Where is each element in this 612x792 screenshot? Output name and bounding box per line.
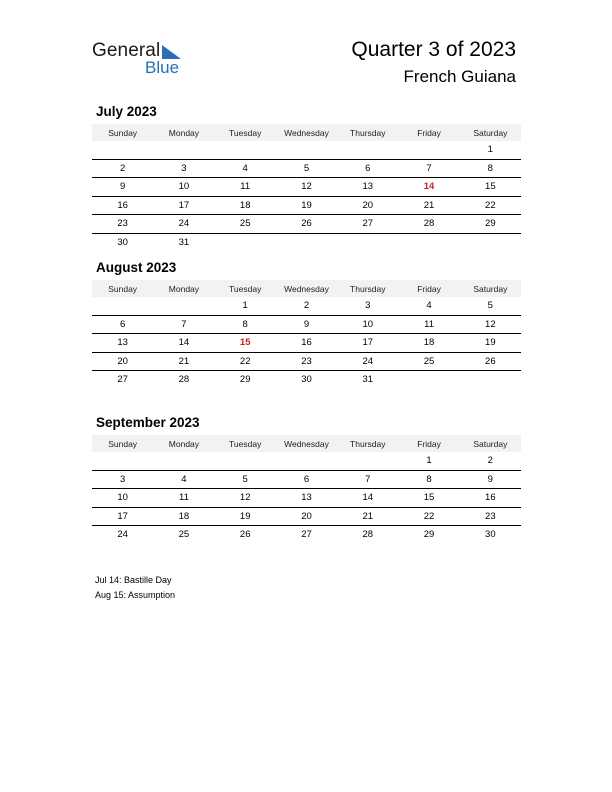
day-cell: 26: [485, 355, 496, 367]
day-cell: 28: [423, 218, 435, 230]
week-row: [92, 452, 521, 471]
holiday-note: Jul 14: Bastille Day: [95, 575, 172, 585]
day-cell: 21: [423, 199, 435, 211]
day-cell: 8: [426, 473, 432, 485]
week-row: [92, 197, 521, 216]
logo: [92, 38, 202, 80]
weekday-header-row: [92, 280, 521, 297]
weekday-label: Tuesday: [229, 283, 262, 294]
day-cell: 14: [362, 492, 374, 504]
day-cell: 13: [362, 181, 374, 193]
day-cell: 24: [178, 218, 190, 230]
day-cell: 10: [178, 181, 190, 193]
day-cell: 2: [487, 455, 493, 467]
holiday-date: 15: [239, 337, 251, 349]
day-cell: 1: [487, 144, 493, 156]
day-cell: 15: [485, 181, 496, 193]
day-cell: 12: [485, 318, 496, 330]
weekday-label: Tuesday: [229, 127, 262, 138]
weekday-label: Monday: [168, 438, 200, 449]
weekday-header-row: [92, 435, 521, 452]
day-cell: 14: [178, 337, 190, 349]
weekday-label: Saturday: [473, 438, 508, 449]
day-cell: 7: [365, 473, 371, 485]
weekday-label: Sunday: [108, 283, 138, 294]
day-cell: 10: [117, 492, 128, 504]
week-row: [92, 160, 521, 179]
day-cell: 18: [423, 337, 435, 349]
day-cell: 19: [239, 510, 251, 522]
holiday-date: 14: [423, 181, 435, 193]
weekday-label: Friday: [417, 283, 441, 294]
day-cell: 16: [301, 337, 312, 349]
day-cell: 5: [242, 473, 248, 485]
day-cell: 10: [362, 318, 374, 330]
weekday-label: Thursday: [350, 438, 386, 449]
day-cell: 4: [181, 473, 187, 485]
day-cell: 7: [181, 318, 187, 330]
week-row: [92, 297, 521, 316]
day-cell: 8: [487, 162, 493, 174]
day-cell: 4: [242, 162, 248, 174]
day-cell: 27: [117, 374, 128, 386]
day-cell: 20: [117, 355, 128, 367]
day-cell: 6: [119, 318, 126, 330]
logo-general-text: General: [92, 40, 161, 61]
weekday-label: Sunday: [108, 127, 138, 138]
day-cell: 15: [423, 492, 435, 504]
day-cell: 23: [485, 510, 496, 522]
day-cell: 28: [362, 529, 374, 541]
weekday-label: Thursday: [350, 127, 386, 138]
day-cell: 29: [485, 218, 496, 230]
day-cell: 19: [485, 337, 496, 349]
weekday-label: Sunday: [108, 438, 138, 449]
month-title: September 2023: [96, 415, 200, 430]
weekday-label: Thursday: [350, 283, 386, 294]
weekday-label: Friday: [417, 438, 441, 449]
day-cell: 25: [178, 529, 190, 541]
day-cell: 30: [485, 529, 496, 541]
week-row: [92, 316, 521, 335]
day-cell: 7: [426, 162, 432, 174]
week-row: [92, 353, 521, 372]
day-cell: 3: [365, 300, 371, 312]
day-cell: 24: [117, 529, 128, 541]
week-row: [92, 471, 521, 490]
day-cell: 30: [301, 374, 312, 386]
day-cell: 18: [239, 199, 251, 211]
day-cell: 4: [426, 300, 432, 312]
day-cell: 9: [487, 473, 493, 485]
week-row: [92, 334, 521, 353]
weekday-label: Monday: [168, 127, 200, 138]
day-cell: 31: [362, 374, 374, 386]
day-cell: 27: [362, 218, 374, 230]
day-cell: 1: [242, 300, 248, 312]
day-cell: 1: [426, 455, 432, 467]
day-cell: 5: [303, 162, 310, 174]
day-cell: 11: [240, 181, 251, 193]
day-cell: 9: [119, 181, 126, 193]
day-cell: 26: [239, 529, 251, 541]
day-cell: 22: [423, 510, 435, 522]
weekday-label: Wednesday: [284, 127, 329, 138]
week-row: [92, 371, 521, 389]
day-cell: 8: [242, 318, 248, 330]
holiday-notes: [95, 573, 175, 602]
day-cell: 21: [178, 355, 190, 367]
week-row: [92, 141, 521, 160]
day-cell: 6: [303, 473, 310, 485]
holiday-note: Aug 15: Assumption: [95, 589, 176, 600]
day-cell: 24: [362, 355, 374, 367]
weekday-header-row: [92, 124, 521, 141]
week-row: [92, 526, 521, 544]
day-cell: 13: [117, 337, 128, 349]
day-cell: 29: [423, 529, 435, 541]
day-cell: 5: [487, 300, 493, 312]
day-cell: 17: [117, 510, 128, 522]
day-cell: 26: [301, 218, 312, 230]
day-cell: 3: [181, 162, 187, 174]
day-cell: 28: [178, 374, 190, 386]
day-cell: 21: [362, 510, 374, 522]
day-cell: 19: [301, 199, 312, 211]
day-cell: 31: [178, 236, 190, 248]
month-title: July 2023: [96, 104, 157, 119]
day-cell: 16: [117, 199, 128, 211]
week-row: [92, 234, 521, 252]
weekday-label: Saturday: [473, 283, 508, 294]
page-title: Quarter 3 of 2023: [351, 38, 516, 61]
day-cell: 25: [239, 218, 251, 230]
day-cell: 27: [301, 529, 312, 541]
day-cell: 17: [178, 199, 190, 211]
day-cell: 9: [303, 318, 310, 330]
day-cell: 23: [117, 218, 128, 230]
day-cell: 6: [365, 162, 371, 174]
month-title: August 2023: [96, 260, 177, 275]
day-cell: 2: [303, 300, 310, 312]
day-cell: 3: [119, 473, 126, 485]
weekday-label: Tuesday: [229, 438, 262, 449]
week-row: [92, 178, 521, 197]
day-cell: 11: [178, 492, 189, 504]
month-july: [92, 104, 521, 251]
month-september: [92, 415, 521, 544]
day-cell: 25: [423, 355, 435, 367]
day-cell: 12: [301, 181, 312, 193]
day-cell: 11: [424, 318, 434, 330]
weekday-label: Wednesday: [284, 283, 329, 294]
day-cell: 16: [485, 492, 496, 504]
country-name: French Guiana: [403, 67, 516, 86]
weekday-label: Wednesday: [284, 438, 329, 449]
day-cell: 20: [301, 510, 312, 522]
day-cell: 17: [362, 337, 374, 349]
day-cell: 29: [239, 374, 251, 386]
week-row: [92, 215, 521, 234]
day-cell: 20: [362, 199, 374, 211]
day-cell: 13: [301, 492, 312, 504]
day-cell: 12: [239, 492, 251, 504]
logo-blue-text: Blue: [145, 58, 180, 77]
day-cell: 30: [117, 236, 128, 248]
week-row: [92, 508, 521, 527]
weekday-label: Saturday: [473, 127, 508, 138]
weekday-label: Friday: [417, 127, 441, 138]
week-row: [92, 489, 521, 508]
weekday-label: Monday: [168, 283, 200, 294]
day-cell: 22: [239, 355, 251, 367]
month-august: [92, 260, 521, 389]
day-cell: 18: [178, 510, 190, 522]
day-cell: 2: [119, 162, 126, 174]
day-cell: 23: [301, 355, 312, 367]
day-cell: 22: [485, 199, 496, 211]
